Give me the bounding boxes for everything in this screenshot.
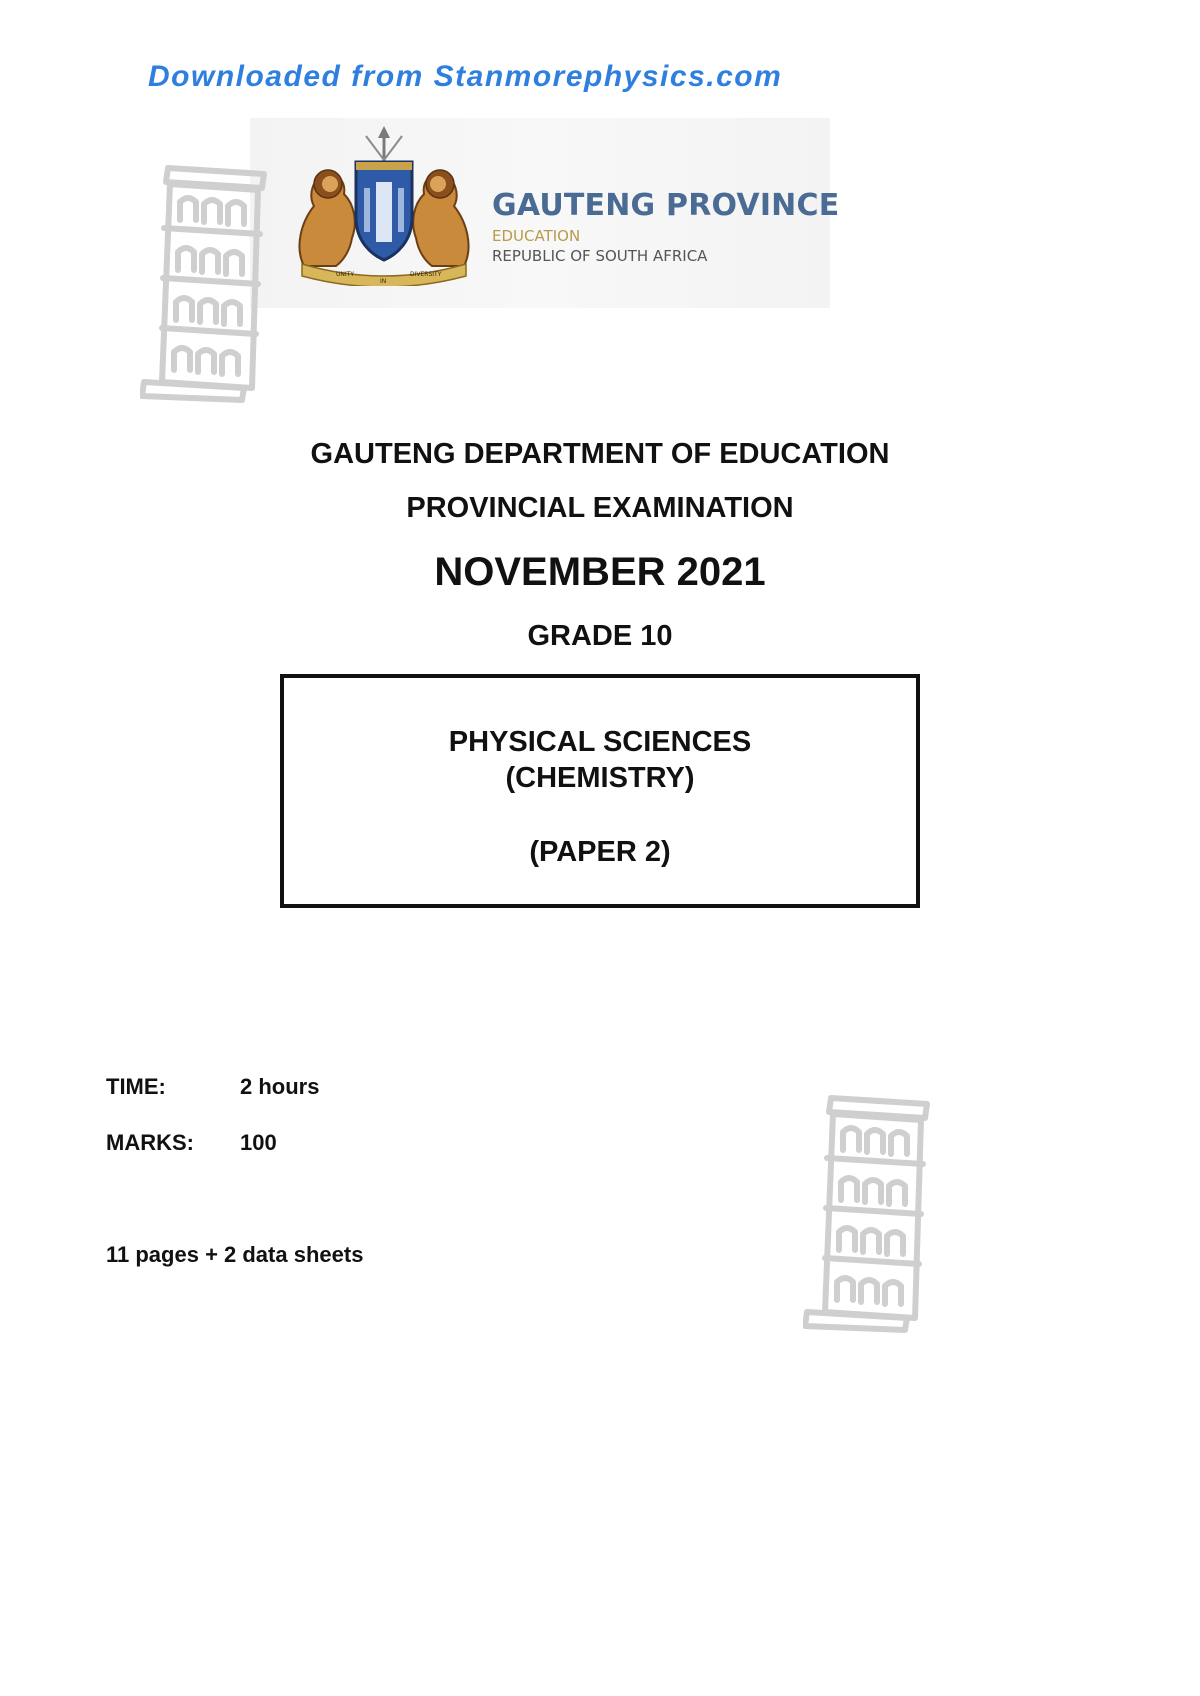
coat-of-arms-icon bbox=[284, 126, 484, 286]
exam-type-heading: PROVINCIAL EXAMINATION bbox=[406, 492, 794, 524]
exam-date-heading: NOVEMBER 2021 bbox=[434, 550, 766, 594]
department-heading: GAUTENG DEPARTMENT OF EDUCATION bbox=[310, 438, 890, 470]
province-title: GAUTENG PROVINCE bbox=[492, 188, 840, 223]
paper-number: (PAPER 2) bbox=[529, 836, 671, 868]
leaning-tower-icon bbox=[803, 1090, 943, 1335]
marks-value: 100 bbox=[240, 1130, 277, 1155]
subject-subtitle: (CHEMISTRY) bbox=[505, 762, 695, 794]
grade-heading: GRADE 10 bbox=[527, 620, 673, 652]
ribbon-word-in: IN bbox=[380, 278, 387, 285]
marks-label: MARKS: bbox=[106, 1130, 194, 1155]
subject-title: PHYSICAL SCIENCES bbox=[448, 726, 752, 758]
time-label: TIME: bbox=[106, 1074, 166, 1099]
subject-box bbox=[280, 674, 920, 908]
download-source-link[interactable]: Downloaded from Stanmorephysics.com bbox=[148, 60, 783, 93]
page-count-text: 11 pages + 2 data sheets bbox=[106, 1242, 364, 1267]
province-wordmark bbox=[492, 188, 840, 266]
province-subtitle-country: REPUBLIC OF SOUTH AFRICA bbox=[492, 247, 708, 265]
ribbon-word-diversity: DIVERSITY bbox=[410, 271, 442, 278]
ribbon-word-unity: UNITY bbox=[336, 271, 354, 278]
time-value: 2 hours bbox=[240, 1074, 320, 1099]
leaning-tower-icon bbox=[140, 160, 280, 405]
province-subtitle-education: EDUCATION bbox=[492, 227, 581, 245]
marks-row bbox=[106, 1130, 277, 1156]
time-row bbox=[106, 1074, 319, 1100]
